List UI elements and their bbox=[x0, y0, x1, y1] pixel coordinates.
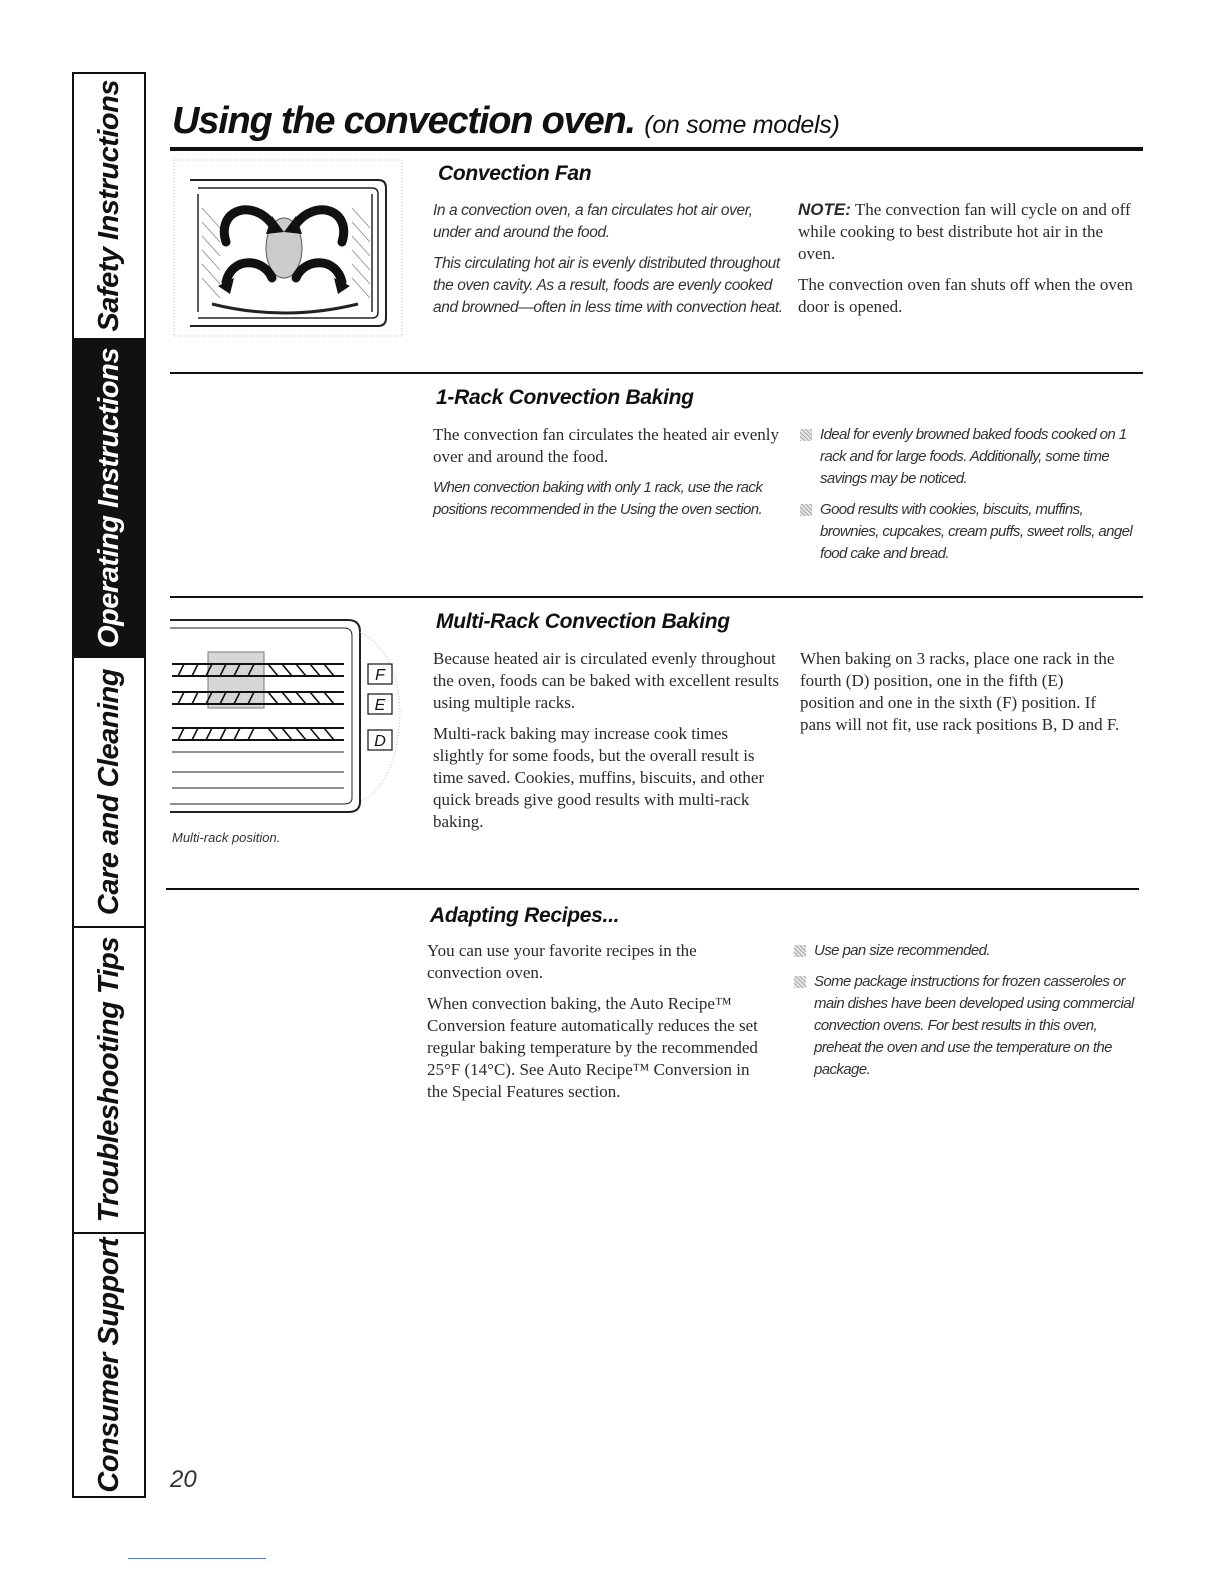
page-title bbox=[172, 100, 840, 143]
bullet-icon bbox=[794, 945, 806, 957]
paragraph: The convection oven fan shuts off when the oven door is opened. bbox=[798, 275, 1133, 316]
paragraph: Multi-rack baking may increase cook times slightly for some foods, but the overall result is time saved. Cookies, muffins, biscuits, and other quick breads give good results with multi-rack baking. bbox=[433, 724, 765, 831]
list-item bbox=[794, 940, 1139, 962]
multi-rack-caption: Multi-rack position. bbox=[172, 830, 281, 845]
paragraph: When convection baking with only 1 rack, use the rack positions recommended in the Using the oven section. bbox=[433, 479, 763, 518]
adapting-bullets bbox=[794, 940, 1139, 1090]
section-divider bbox=[170, 596, 1143, 598]
tab-troubleshooting-tips[interactable] bbox=[74, 928, 144, 1234]
multi-rack-illustration bbox=[168, 612, 408, 822]
rack-label-f: F bbox=[375, 667, 385, 684]
bullet-icon bbox=[800, 504, 812, 516]
convection-fan-text bbox=[433, 200, 783, 328]
bullet-text: Some package instructions for frozen casseroles or main dishes have been developed using commercial convection ovens. For best results in this oven, preheat the oven and use the temperature on the package. bbox=[814, 973, 1134, 1078]
list-item bbox=[800, 424, 1140, 490]
section-divider bbox=[166, 888, 1139, 890]
note-label: NOTE: bbox=[798, 200, 851, 219]
convection-fan-illustration bbox=[172, 158, 404, 338]
convection-fan-heading: Convection Fan bbox=[438, 162, 592, 185]
bullet-text: Good results with cookies, biscuits, muffins, brownies, cupcakes, cream puffs, sweet rolls, angel food cake and bread. bbox=[820, 501, 1133, 562]
page-number: 20 bbox=[170, 1466, 197, 1493]
tab-consumer-support[interactable] bbox=[74, 1234, 144, 1496]
list-item bbox=[800, 499, 1140, 565]
one-rack-text bbox=[433, 424, 783, 530]
note-text: The convection fan will cycle on and off while cooking to best distribute hot air in the oven. bbox=[798, 200, 1131, 263]
tab-label: Consumer Support bbox=[92, 1237, 125, 1493]
rack-label-d: D bbox=[374, 733, 386, 750]
tab-safety-instructions[interactable] bbox=[74, 74, 144, 340]
convection-fan-notes bbox=[798, 199, 1138, 327]
paragraph: You can use your favorite recipes in the convection oven. bbox=[427, 941, 697, 982]
tab-label: Safety Instructions bbox=[92, 80, 125, 332]
paragraph: When convection baking, the Auto Recipe™ Conversion feature automatically reduces the set regular baking temperature by the recommended 25°F (14°C). See Auto Recipe™ Conversion in the Special Features section. bbox=[427, 994, 758, 1101]
adapting-text bbox=[427, 940, 772, 1112]
paragraph: The convection fan circulates the heated air evenly over and around the food. bbox=[433, 425, 779, 466]
rack-label-e: E bbox=[374, 697, 386, 714]
multi-rack-placement bbox=[800, 648, 1120, 745]
bullet-text: Use pan size recommended. bbox=[814, 942, 990, 959]
paragraph: When baking on 3 racks, place one rack in the fourth (D) position, one in the fifth (E) position and one in the sixth (F) position. If pans will not fit, use rack positions B, D and F. bbox=[800, 649, 1120, 734]
title-rule bbox=[170, 147, 1143, 151]
note bbox=[798, 199, 1138, 265]
bullet-text: Ideal for evenly browned baked foods cooked on 1 rack and for large foods. Additionally, some time savings may be noticed. bbox=[820, 426, 1127, 487]
paragraph: In a convection oven, a fan circulates hot air over, under and around the food. bbox=[433, 202, 753, 241]
one-rack-heading: 1-Rack Convection Baking bbox=[436, 386, 694, 409]
tab-care-and-cleaning[interactable] bbox=[74, 658, 144, 928]
section-divider bbox=[170, 372, 1143, 374]
multi-rack-text bbox=[433, 648, 783, 842]
page-subtitle: (on some models) bbox=[644, 111, 840, 139]
one-rack-bullets bbox=[800, 424, 1140, 574]
paragraph: This circulating hot air is evenly distributed throughout the oven cavity. As a result, foods are evenly cooked and browned—often in less time with convection heat. bbox=[433, 255, 783, 316]
tab-label: Operating Instructions bbox=[92, 348, 125, 648]
bullet-icon bbox=[794, 976, 806, 988]
bottom-mark bbox=[128, 1558, 266, 1559]
tab-label: Troubleshooting Tips bbox=[92, 937, 125, 1223]
adapting-heading: Adapting Recipes... bbox=[430, 904, 620, 927]
bullet-icon bbox=[800, 429, 812, 441]
multi-rack-heading: Multi-Rack Convection Baking bbox=[436, 610, 730, 633]
page-title-main: Using the convection oven. bbox=[172, 100, 635, 142]
tab-operating-instructions[interactable] bbox=[74, 340, 144, 658]
list-item bbox=[794, 971, 1139, 1081]
side-tabs bbox=[72, 72, 146, 1498]
paragraph: Because heated air is circulated evenly throughout the oven, foods can be baked with excellent results using multiple racks. bbox=[433, 649, 780, 712]
tab-label: Care and Cleaning bbox=[92, 668, 125, 916]
